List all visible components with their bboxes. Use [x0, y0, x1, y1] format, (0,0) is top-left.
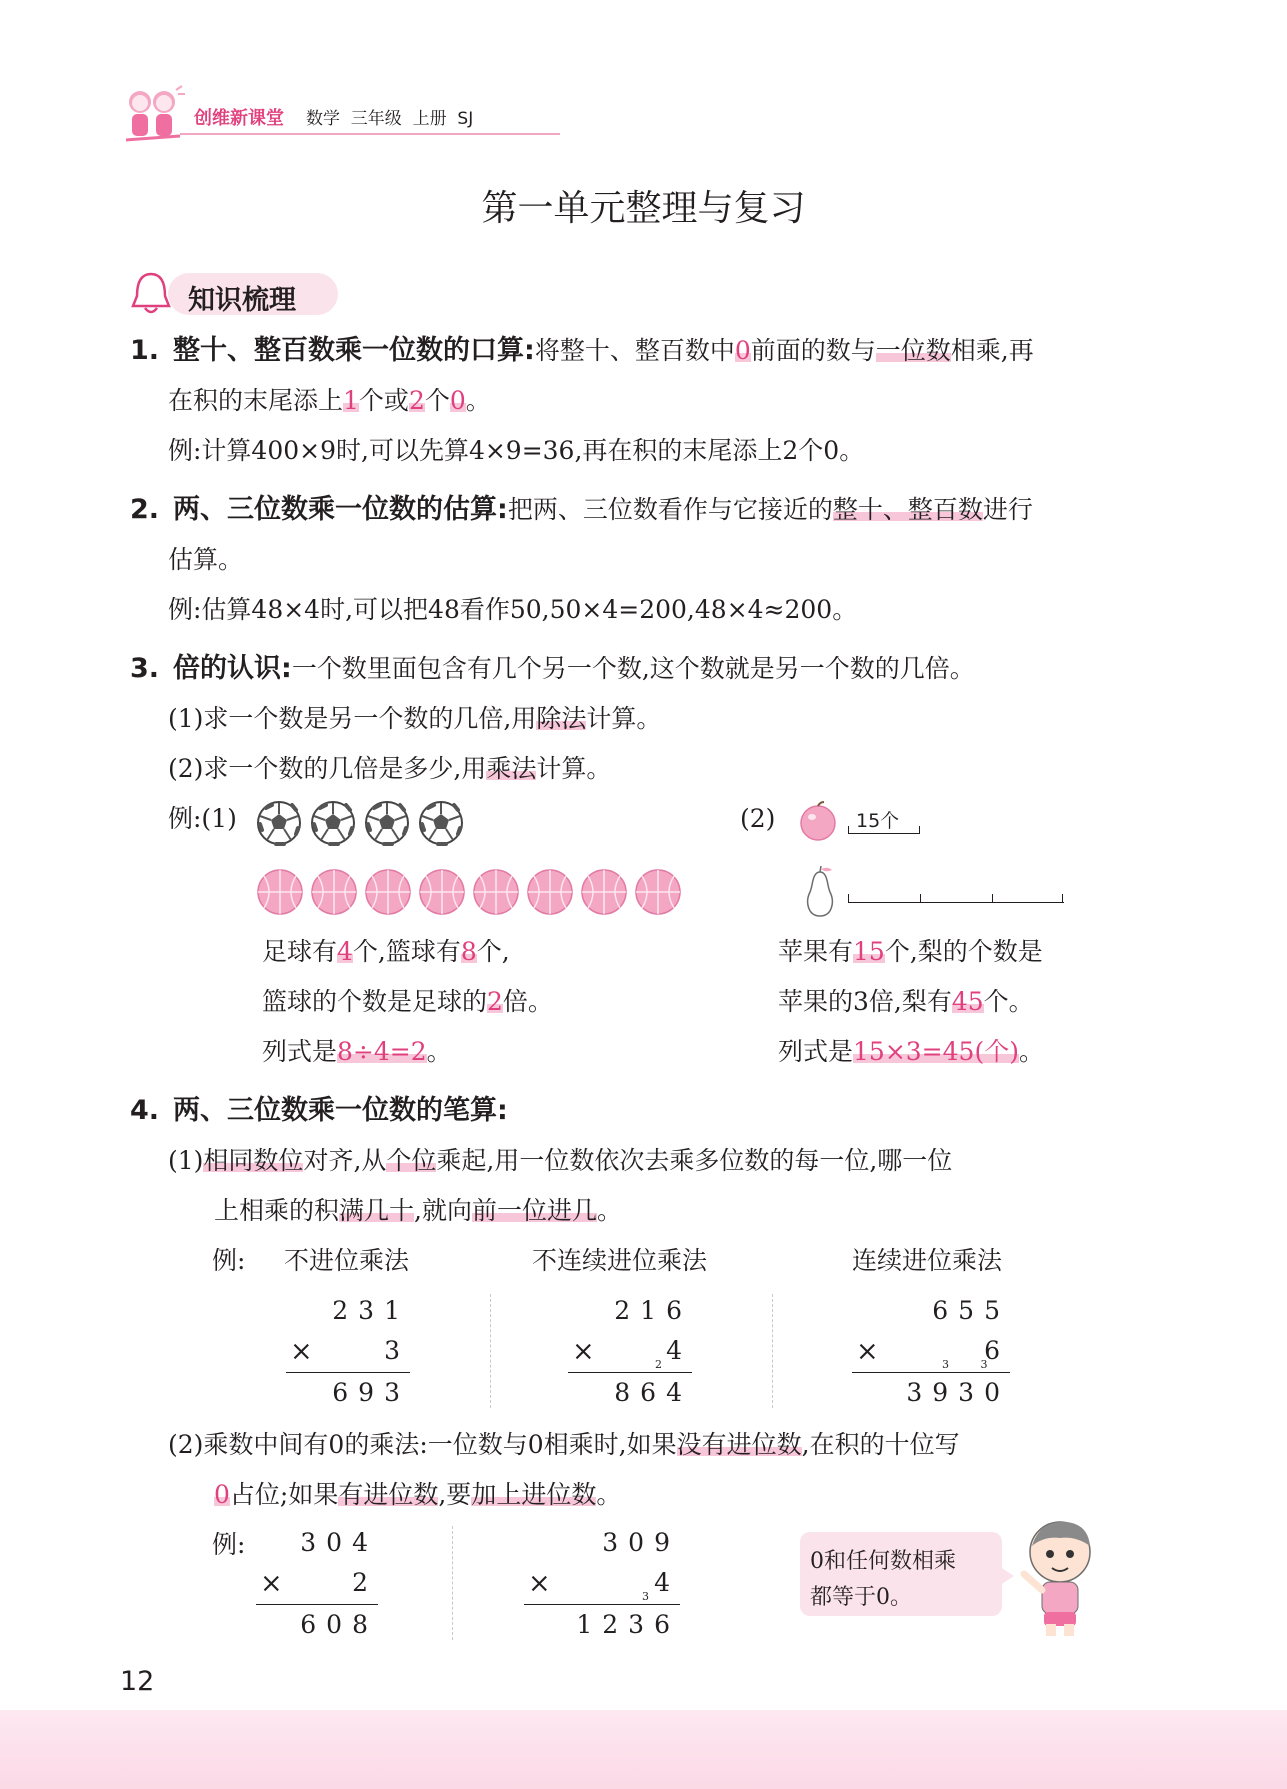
- tip-line-2: 都等于0。: [810, 1585, 912, 1610]
- point-4-line1: 4. 两、三位数乘一位数的笔算:: [130, 1095, 508, 1126]
- type-continuous-carry: 连续进位乘法: [852, 1246, 1003, 1275]
- mascot-kids-logo: [120, 84, 190, 152]
- basketball-icon: [418, 868, 466, 916]
- tip-bubble: [800, 1532, 1002, 1616]
- header-underline: [180, 133, 560, 135]
- calc-655x6: 655 × 3 3 6 3930: [852, 1298, 1010, 1408]
- divider: [772, 1294, 773, 1408]
- point-3-sub2: (2)求一个数的几倍是多少,用乘法计算。: [168, 754, 612, 783]
- example-2-line2: 苹果的3倍,梨有45个。: [778, 987, 1034, 1016]
- point-1-example: 例:计算400×9时,可以先算4×9=36,再在积的末尾添上2个0。: [168, 436, 865, 465]
- boy-mascot: [1010, 1512, 1106, 1640]
- pear-icon: [800, 864, 840, 920]
- brand-name: 创维新课堂: [194, 108, 284, 129]
- soccer-ball-icon: [256, 800, 302, 846]
- header: [120, 84, 620, 154]
- basketball-icon: [580, 868, 628, 916]
- point-2-line2: 估算。: [168, 545, 244, 574]
- soccer-ball-row: [256, 800, 472, 848]
- page-title: 第一单元整理与复习: [481, 188, 806, 229]
- example-1-line3: 列式是8÷4=2。: [262, 1037, 452, 1066]
- point-1-line2: 在积的末尾添上1个或2个0。: [168, 386, 491, 415]
- basketball-icon: [634, 868, 682, 916]
- tip-line-1: 0和任何数相乘: [810, 1549, 956, 1574]
- basketball-icon: [472, 868, 520, 916]
- calc-216x4: 216 × 2 4 864: [568, 1298, 692, 1408]
- example-1-label: 例:(1): [168, 804, 237, 833]
- point-2-example: 例:估算48×4时,可以把48看作50,50×4=200,48×4≈200。: [168, 595, 858, 624]
- example-2-label: (2): [740, 804, 776, 833]
- footer-band: [0, 1710, 1287, 1789]
- bell-icon: [128, 270, 174, 320]
- pear-bar-segments: [848, 894, 1064, 903]
- point-3-line1: 3. 倍的认识:一个数里面包含有几个另一个数,这个数就是另一个数的几倍。: [130, 653, 975, 684]
- example-1-line2: 篮球的个数是足球的2倍。: [262, 987, 553, 1016]
- point-4-sub1-line2: 上相乘的积满几十,就向前一位进几。: [214, 1196, 623, 1225]
- example-label: 例:: [212, 1246, 246, 1275]
- type-no-carry: 不进位乘法: [284, 1246, 410, 1275]
- point-2-line1: 2. 两、三位数乘一位数的估算:把两、三位数看作与它接近的整十、整百数进行: [130, 494, 1033, 525]
- soccer-ball-icon: [310, 800, 356, 846]
- basketball-icon: [526, 868, 574, 916]
- basketball-icon: [364, 868, 412, 916]
- basketball-icon: [256, 868, 304, 916]
- calc-231x3: 231 × 3 693: [286, 1298, 410, 1408]
- basketball-icon: [310, 868, 358, 916]
- example-label-2: 例:: [212, 1530, 246, 1559]
- point-1-line1: 1. 整十、整百数乘一位数的口算:将整十、整百数中0前面的数与一位数相乘,再: [130, 335, 1034, 366]
- section-knowledge: [128, 270, 343, 320]
- soccer-ball-icon: [418, 800, 464, 846]
- soccer-ball-icon: [364, 800, 410, 846]
- bracket-15: 15个: [848, 806, 920, 834]
- type-noncontinuous-carry: 不连续进位乘法: [532, 1246, 708, 1275]
- divider: [490, 1294, 491, 1408]
- example-2-line1: 苹果有15个,梨的个数是: [778, 937, 1043, 966]
- page-number: 12: [120, 1666, 155, 1697]
- example-2-line3: 列式是15×3=45(个)。: [778, 1037, 1044, 1066]
- point-4-sub2-line2: 0占位;如果有进位数,要加上进位数。: [214, 1480, 622, 1509]
- calc-309x4: 309 × 3 4 1236: [524, 1530, 680, 1640]
- point-4-sub1-line1: (1)相同数位对齐,从个位乘起,用一位数依次去乘多位数的每一位,哪一位: [168, 1146, 953, 1175]
- section-label: 知识梳理: [188, 285, 296, 316]
- point-3-sub1: (1)求一个数是另一个数的几倍,用除法计算。: [168, 704, 662, 733]
- example-1-line1: 足球有4个,篮球有8个,: [262, 937, 510, 966]
- basketball-row: [256, 868, 688, 918]
- calc-304x2: 304 × 2 608: [256, 1530, 378, 1640]
- apple-icon: [796, 800, 840, 842]
- book-info: 数学 三年级 上册 SJ: [306, 109, 474, 129]
- divider: [452, 1526, 453, 1640]
- point-4-sub2-line1: (2)乘数中间有0的乘法:一位数与0相乘时,如果没有进位数,在积的十位写: [168, 1430, 960, 1459]
